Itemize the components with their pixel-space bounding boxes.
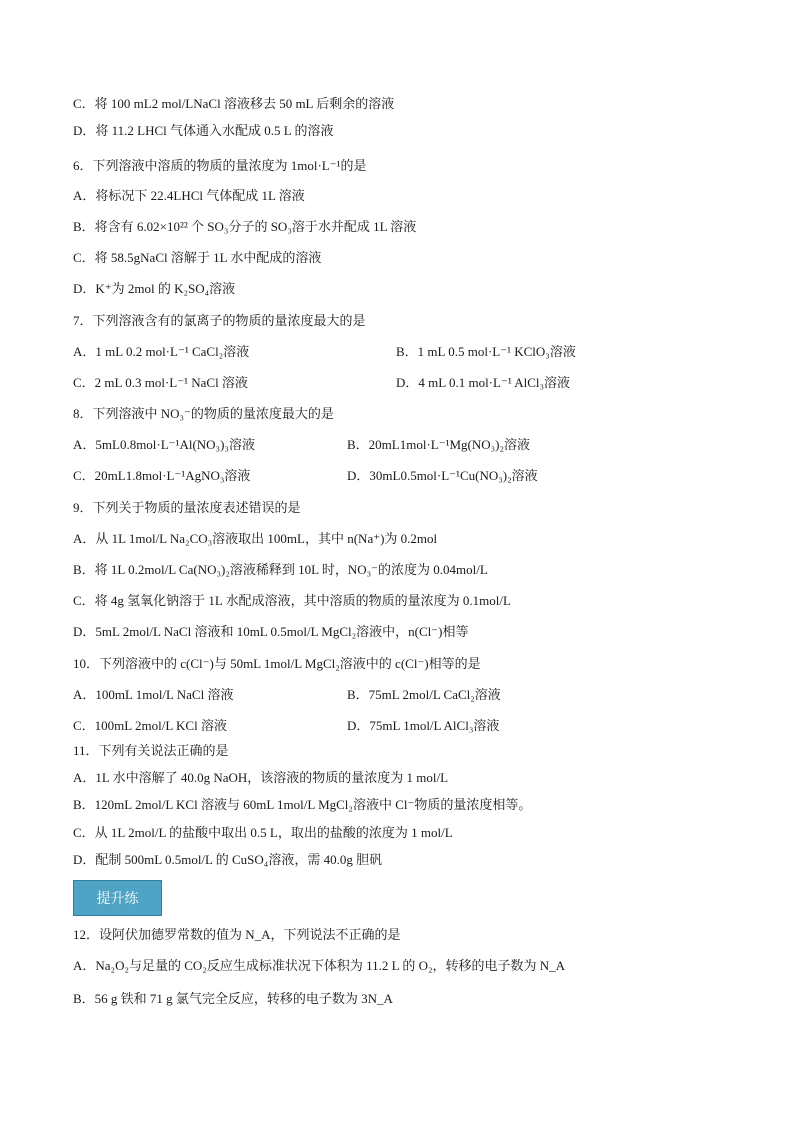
option-line: B．将 1L 0.2mol/L Ca(NO₃)₂溶液稀释到 10L 时，NO₃⁻的浓度为 0.04mol/L	[73, 562, 488, 577]
question-stem: 10．下列溶液中的 c(Cl⁻)与 50mL 1mol/L MgCl₂溶液中的 c(Cl⁻)相等的是	[73, 656, 481, 671]
option-line: A．5mL0.8mol·L⁻¹Al(NO₃)₃溶液	[73, 437, 255, 452]
option-line: B．将含有 6.02×10²² 个 SO₃分子的 SO₃溶于水并配成 1L 溶液	[73, 219, 417, 234]
option-line: D．配制 500mL 0.5mol/L 的 CuSO₄溶液，需 40.0g 胆矾	[73, 852, 383, 867]
option-line: B．75mL 2mol/L CaCl₂溶液	[347, 687, 501, 702]
question-stem: 8．下列溶液中 NO₃⁻的物质的量浓度最大的是	[73, 406, 334, 421]
option-line: A．100mL 1mol/L NaCl 溶液	[73, 687, 234, 702]
option-line: B．56 g 铁和 71 g 氯气完全反应，转移的电子数为 3N_A	[73, 991, 393, 1006]
option-line: C．100mL 2mol/L KCl 溶液	[73, 718, 227, 733]
option-line: C．将 4g 氢氧化钠溶于 1L 水配成溶液，其中溶质的物质的量浓度为 0.1mol/L	[73, 593, 511, 608]
option-line: D．K⁺为 2mol 的 K₂SO₄溶液	[73, 281, 236, 296]
option-line: D．75mL 1mol/L AlCl₃溶液	[347, 718, 500, 733]
question-stem: 7．下列溶液含有的氯离子的物质的量浓度最大的是	[73, 313, 366, 328]
option-line: C．将 58.5gNaCl 溶解于 1L 水中配成的溶液	[73, 250, 322, 265]
option-line: A．1L 水中溶解了 40.0g NaOH，该溶液的物质的量浓度为 1 mol/L	[73, 770, 449, 785]
option-line: D．将 11.2 LHCl 气体通入水配成 0.5 L 的溶液	[73, 123, 334, 138]
option-line: C．2 mL 0.3 mol·L⁻¹ NaCl 溶液	[73, 375, 248, 390]
option-line: A．将标况下 22.4LHCl 气体配成 1L 溶液	[73, 188, 305, 203]
option-line: D．4 mL 0.1 mol·L⁻¹ AlCl₃溶液	[396, 375, 571, 390]
question-stem: 12．设阿伏加德罗常数的值为 N_A，下列说法不正确的是	[73, 927, 401, 942]
option-line: D．30mL0.5mol·L⁻¹Cu(NO₃)₂溶液	[347, 468, 538, 483]
section-badge: 提升练	[73, 880, 162, 916]
option-line: B．20mL1mol·L⁻¹Mg(NO₃)₂溶液	[347, 437, 531, 452]
question-stem: 11．下列有关说法正确的是	[73, 743, 229, 758]
question-stem: 9．下列关于物质的量浓度表述错误的是	[73, 500, 301, 515]
option-line: A．1 mL 0.2 mol·L⁻¹ CaCl₂溶液	[73, 344, 250, 359]
option-line: A．Na₂O₂与足量的 CO₂反应生成标准状况下体积为 11.2 L 的 O₂，转移的电子数为 N_A	[73, 958, 566, 973]
option-line: A．从 1L 1mol/L Na₂CO₃溶液取出 100mL，其中 n(Na⁺)为 0.2mol	[73, 531, 438, 546]
option-line: D．5mL 2mol/L NaCl 溶液和 10mL 0.5mol/L MgCl₂溶液中，n(Cl⁻)相等	[73, 624, 469, 639]
option-line: C．从 1L 2mol/L 的盐酸中取出 0.5 L，取出的盐酸的浓度为 1 mol/L	[73, 825, 453, 840]
option-line: B．120mL 2mol/L KCl 溶液与 60mL 1mol/L MgCl₂溶液中 Cl⁻物质的量浓度相等。	[73, 797, 532, 812]
option-line: C．将 100 mL2 mol/LNaCl 溶液移去 50 mL 后剩余的溶液	[73, 96, 395, 111]
option-line: B．1 mL 0.5 mol·L⁻¹ KClO₃溶液	[396, 344, 576, 359]
question-stem: 6．下列溶液中溶质的物质的量浓度为 1mol·L⁻¹的是	[73, 158, 367, 173]
option-line: C．20mL1.8mol·L⁻¹AgNO₃溶液	[73, 468, 251, 483]
